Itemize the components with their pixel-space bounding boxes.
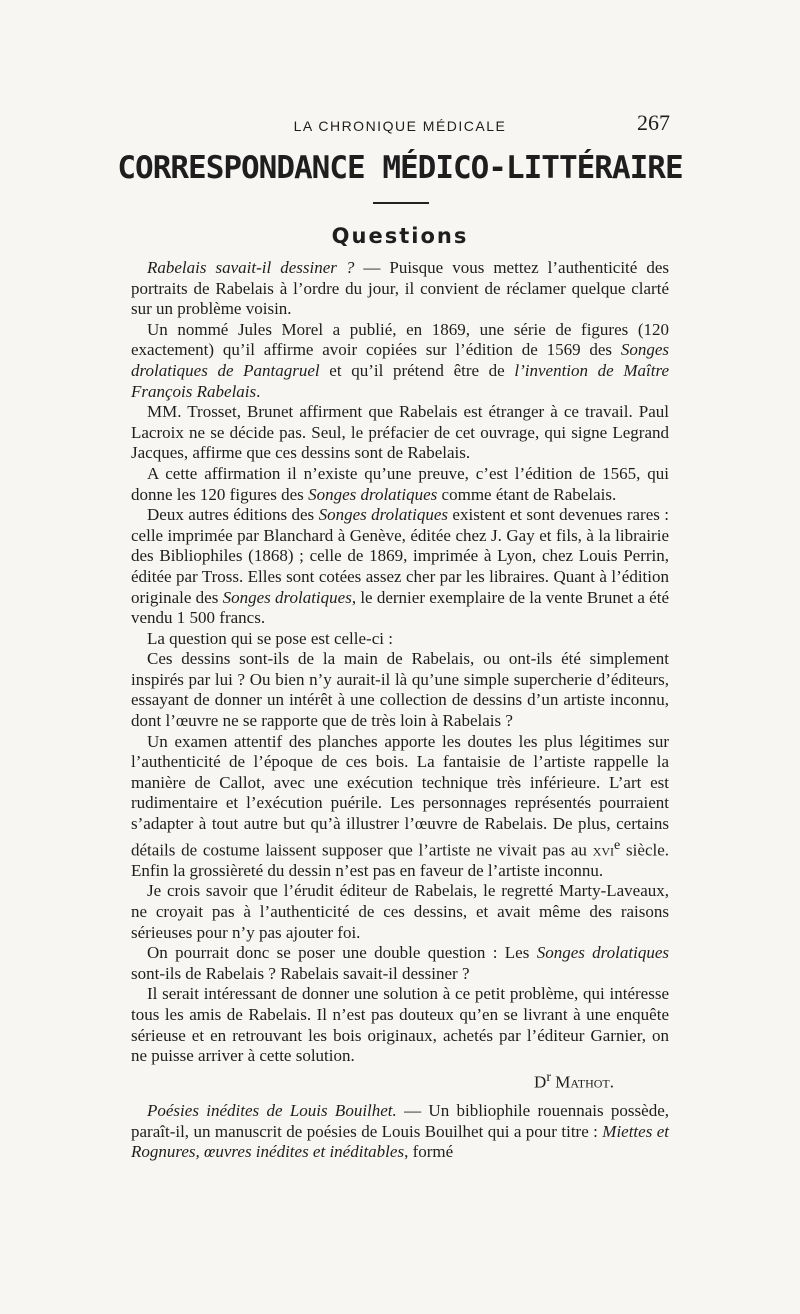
article-title: Rabelais savait-il dessiner ? <box>147 258 355 277</box>
paragraph: Poésies inédites de Louis Bouilhet. — Un bibliophile rouennais possède, paraît-il, un manuscrit de poésies de Louis Bouilhet qui a pour titre : Miettes et Rognures, œuvres inédites et inéditables, formé <box>131 1101 669 1162</box>
page-number: 267 <box>637 110 670 135</box>
paragraph: Je crois savoir que l’érudit éditeur de Rabelais, le regretté Marty-Laveaux, ne croyait pas à l’authenticité de ces dessins, et avait même des raisons sérieuses pour n’y pas ajouter foi. <box>131 881 669 942</box>
paragraph: A cette affirmation il n’existe qu’une preuve, c’est l’édition de 1565, qui donne les 120 figures des Songes drolatiques comme étant de Rabelais. <box>131 463 669 504</box>
article-rabelais <box>131 258 669 1093</box>
paragraph: Un nommé Jules Morel a publié, en 1869, une série de figures (120 exactement) qu’il affirme avoir copiées sur l’édition de 1569 des Songes drolatiques de Pantagruel et qu’il prétend être de l’invention de Maître François Rabelais. <box>131 319 669 401</box>
article-title: Poésies inédites de Louis Bouilhet. <box>147 1101 397 1120</box>
section-title: CORRESPONDANCE MÉDICO-LITTÉRAIRE <box>117 150 683 186</box>
paragraph: Rabelais savait-il dessiner ? — Puisque vous mettez l’authenticité des portraits de Rabelais à l’ordre du jour, il convient de réclamer quelque clarté sur un problème voisin. <box>131 258 669 319</box>
title-divider <box>373 202 429 204</box>
paragraph: Deux autres éditions des Songes drolatiques existent et sont devenues rares : celle imprimée par Blanchard à Genève, éditée chez J. Gay et fils, à la librairie des Bibliophiles (1868) ; celle de 1869, imprimée à Lyon, chez Louis Perrin, éditée par Tross. Elles sont cotées assez cher par les libraires. Quant à l’édition originale des Songes drolatiques, le dernier exemplaire de la vente Brunet a été vendu 1 500 francs. <box>131 505 670 628</box>
signature: $D^r$ Mathot. <box>534 1068 614 1092</box>
article-bouilhet <box>131 1101 669 1163</box>
paragraph: Il serait intéressant de donner une solution à ce petit problème, qui intéresse tous les amis de Rabelais. Il n’est pas douteux qu’en se livrant à une enquête sérieuse et en retrouvant les bois originaux, achetés par l’éditeur Garnier, on ne puisse arriver à cette solution. <box>131 984 669 1066</box>
paragraph: Ces dessins sont-ils de la main de Rabelais, ou ont-ils été simplement inspirés par lui ? Ou bien n’y aurait-il là qu’une simple supercherie d’éditeurs, essayant de donner un intérêt à une collection de dessins d’un artiste inconnu, dont l’œuvre ne se rapporte que de très loin à Rabelais ? <box>131 649 669 731</box>
paragraph: On pourrait donc se poser une double question : Les Songes drolatiques sont-ils de Rabelais ? Rabelais savait-il dessiner ? <box>131 943 670 983</box>
section-subtitle: Questions <box>331 224 469 248</box>
paragraph: Un examen attentif des planches apporte les doutes les plus légitimes sur l’authenticité de l’époque de ces bois. La fantaisie de l’artiste rappelle la manière de Callot, avec une exécution technique très inférieure. L’art est rudimentaire et l’exécution puérile. Les personnages représentés pourraient s’adapter à tout autre but qu’à illustrer l’œuvre de Rabelais. De plus, certains détails de costume laissent supposer que l’artiste ne vivait pas au xvi$^e$ siècle. Enfin la grossièreté du dessin n’est pas en faveur de l’artiste inconnu. <box>131 731 670 880</box>
paragraph: MM. Trosset, Brunet affirment que Rabelais est étranger à ce travail. Paul Lacroix ne se décide pas. Seul, le préfacier de cet ouvrage, qui signe Legrand Jacques, affirme que ces dessins sont de Rabelais. <box>131 402 669 463</box>
running-header <box>130 110 670 136</box>
journal-title: LA CHRONIQUE MÉDICALE <box>293 118 507 134</box>
paragraph: La question qui se pose est celle-ci : <box>147 628 393 648</box>
